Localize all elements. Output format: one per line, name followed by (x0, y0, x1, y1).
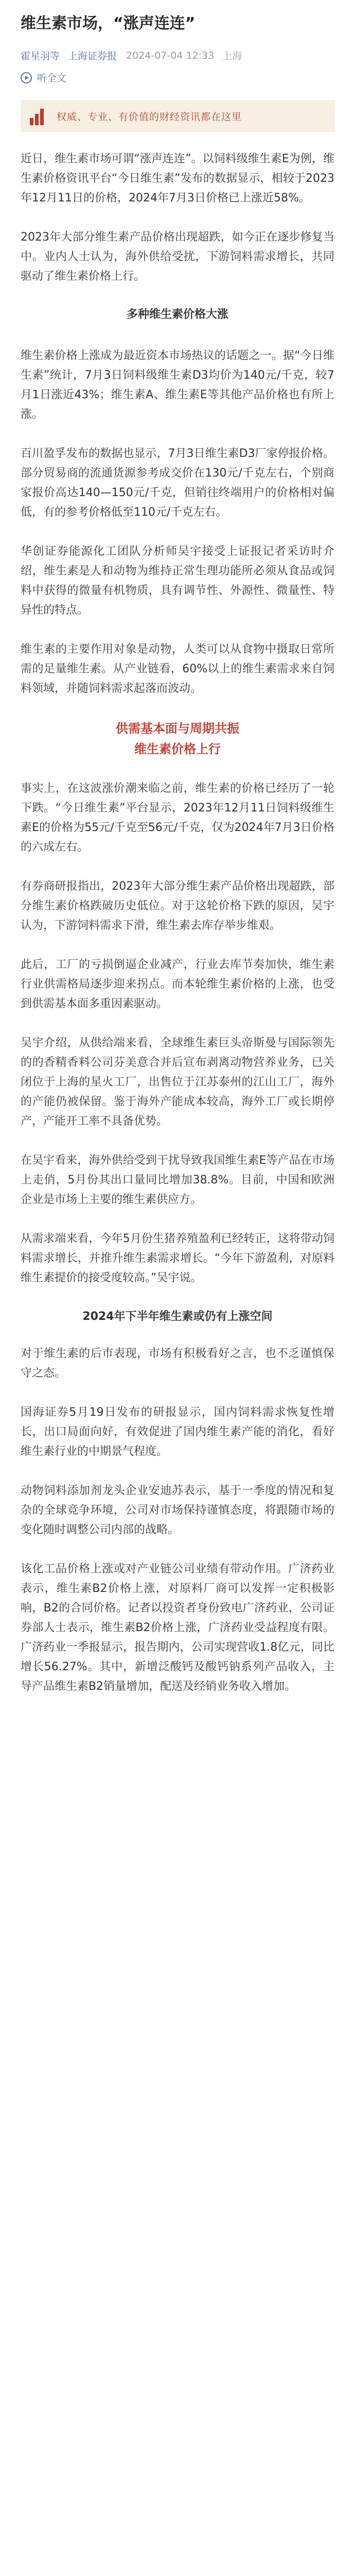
banner-tagline: 权威、专业、有价值的财经资讯都在这里 (57, 111, 242, 123)
paragraph: 维生素的主要作用对象是动物，人类可以从食物中摄取日常所需的足量维生素。从产业链看，60%以上的维生素需求来自饲料领域，并随饲料需求起落而波动。 (21, 643, 334, 695)
paragraph: 国海证券5月19日发布的研报显示，国内饲料需求恢复性增长，出口局面向好，有效促进了国内维生素产能的消化，看好维生素行业的中期景气程度。 (21, 1406, 334, 1458)
paragraph: 百川盈孚发布的数据也显示，7月3日维生素D3厂家停报价格。部分贸易商的流通货源参考成交价在130元/千克左右，个别商家报价高达140—150元/千克，但销往终端用户的价格相对偏低，有的参考价格低至110元/千克左右。 (21, 447, 334, 519)
section-heading-line: 维生素价格上行 (134, 742, 221, 756)
play-icon (21, 72, 32, 83)
listen-full-button[interactable] (0, 71, 355, 84)
paragraph: 维生素价格上涨成为最近资本市场热议的话题之一。据“今日维生素”统计，7月3日饲料级维生素D3均价为140元/千克，较7月1日涨近43%；维生素A、维生素E等其他产品价格也有所上涨。 (21, 349, 334, 421)
article-meta (0, 48, 355, 62)
section-heading: 2024年下半年维生素或仍有上涨空间 (82, 1310, 273, 1323)
paragraph: 对于维生素的后市表现，市场有积极看好之言，也不乏谨慎保守之态。 (21, 1347, 334, 1380)
paragraph: 吴宇介绍，从供给端来看，全球维生素巨头帝斯曼与国际领先的的香精香料公司芬美意合并后宣布剥离动物营养业务，已关闭位于上海的星火工厂，出售位于江苏泰州的江山工厂，海外的产能仍被保留。鉴于海外产能成本较高，海外工厂或长期停产，产能开工率不具备优势。 (21, 1037, 334, 1128)
section-heading: 多种维生素价格大涨 (126, 308, 228, 321)
bar-chart-logo-icon (30, 107, 48, 125)
paragraph: 动物饲料添加剂龙头企业安迪苏表示，基于一季度的情况和复杂的全球竞争环境，公司对市场保持谨慎态度，将跟随市场的变化随时调整公司内部的战略。 (21, 1484, 334, 1536)
paragraph: 此后，工厂的亏损倒逼企业减产，行业去库节奏加快，维生素行业供需格局逐步迎来拐点。而本轮维生素价格的上涨，也受到供需基本面多重因素驱动。 (21, 958, 334, 1010)
paragraph: 事实上，在这波涨价潮来临之前，维生素的价格已经历了一轮下跌。“今日维生素”平台显示，2023年12月11日饲料级维生素E的价格为55元/千克至56元/千克，仅为2024年7月3日价格的六成左右。 (21, 782, 334, 854)
paragraph: 华创证券能源化工团队分析师吴宇接受上证报记者采访时介绍，维生素是人和动物为维持正常生理功能所必须从食品或饲料中获得的微量有机物质，具有调节性、外源性、微量性、特异性的特点。 (21, 545, 334, 617)
listen-label: 听全文 (37, 73, 67, 84)
paragraph: 从需求端来看，今年5月份生猪养殖盈利已经转正，这将带动饲料需求增长，并推升维生素需求增长。“今年下游盈利，对原料维生素提价的接受度较高。”吴宇说。 (21, 1232, 334, 1284)
author-link[interactable]: 霍星羽等 (21, 50, 60, 62)
source-link[interactable]: 上海证券报 (68, 50, 117, 62)
paragraph: 2023年大部分维生素产品价格出现超跌，如今正在逐步修复当中。业内人士认为，海外供给受扰，下游饲料需求增长，共同驱动了维生素价格上行。 (21, 231, 334, 283)
brand-banner (21, 100, 334, 132)
paragraph: 该化工品价格上涨或对产业链公司业绩有带动作用。广济药业表示，维生素B2价格上涨，对原料厂商可以发挥一定积极影响，B2的合同价格。记者以投资者身份致电广济药业，公司证券部人士表示，维生素B2价格上涨，广济药业受益程度有限。广济药业一季报显示，报告期内，公司实现营收1.8亿元，同比增长56.27%。其中，新增泛酸钙及酸钙钠系列产品收入，主导产品维生素B2销量增加，配送及经销业务收入增加。 (21, 1563, 334, 1693)
section-heading-line: 供需基本面与周期共振 (116, 721, 239, 736)
publish-location: 上海 (222, 50, 242, 62)
paragraph: 在吴宇看来，海外供给受到干扰导致我国维生素E等产品在市场上走俏，5月份其出口量同比增加38.8%。目前，中国和欧洲企业是市场上主要的维生素供应方。 (21, 1154, 334, 1206)
article-body (0, 149, 355, 1697)
section-heading-highlight (21, 718, 334, 759)
paragraph: 有券商研报指出，2023年大部分维生素产品价格出现超跌，部分维生素价格跌破历史低位。对于这轮价格下跌的原因，吴宇认为，下游饲料需求下滑，维生素去库存举步维艰。 (21, 880, 334, 932)
article-title: 维生素市场，“涨声连连” (21, 14, 196, 32)
publish-time: 2024-07-04 12:33 (126, 49, 215, 61)
paragraph: 近日，维生素市场可谓“涨声连连”。以饲料级维生素E为例，维生素价格资讯平台“今日维生素”发布的数据显示，相较于2023年12月11日的价格，2024年7月3日价格已上涨近58%。 (21, 152, 334, 205)
